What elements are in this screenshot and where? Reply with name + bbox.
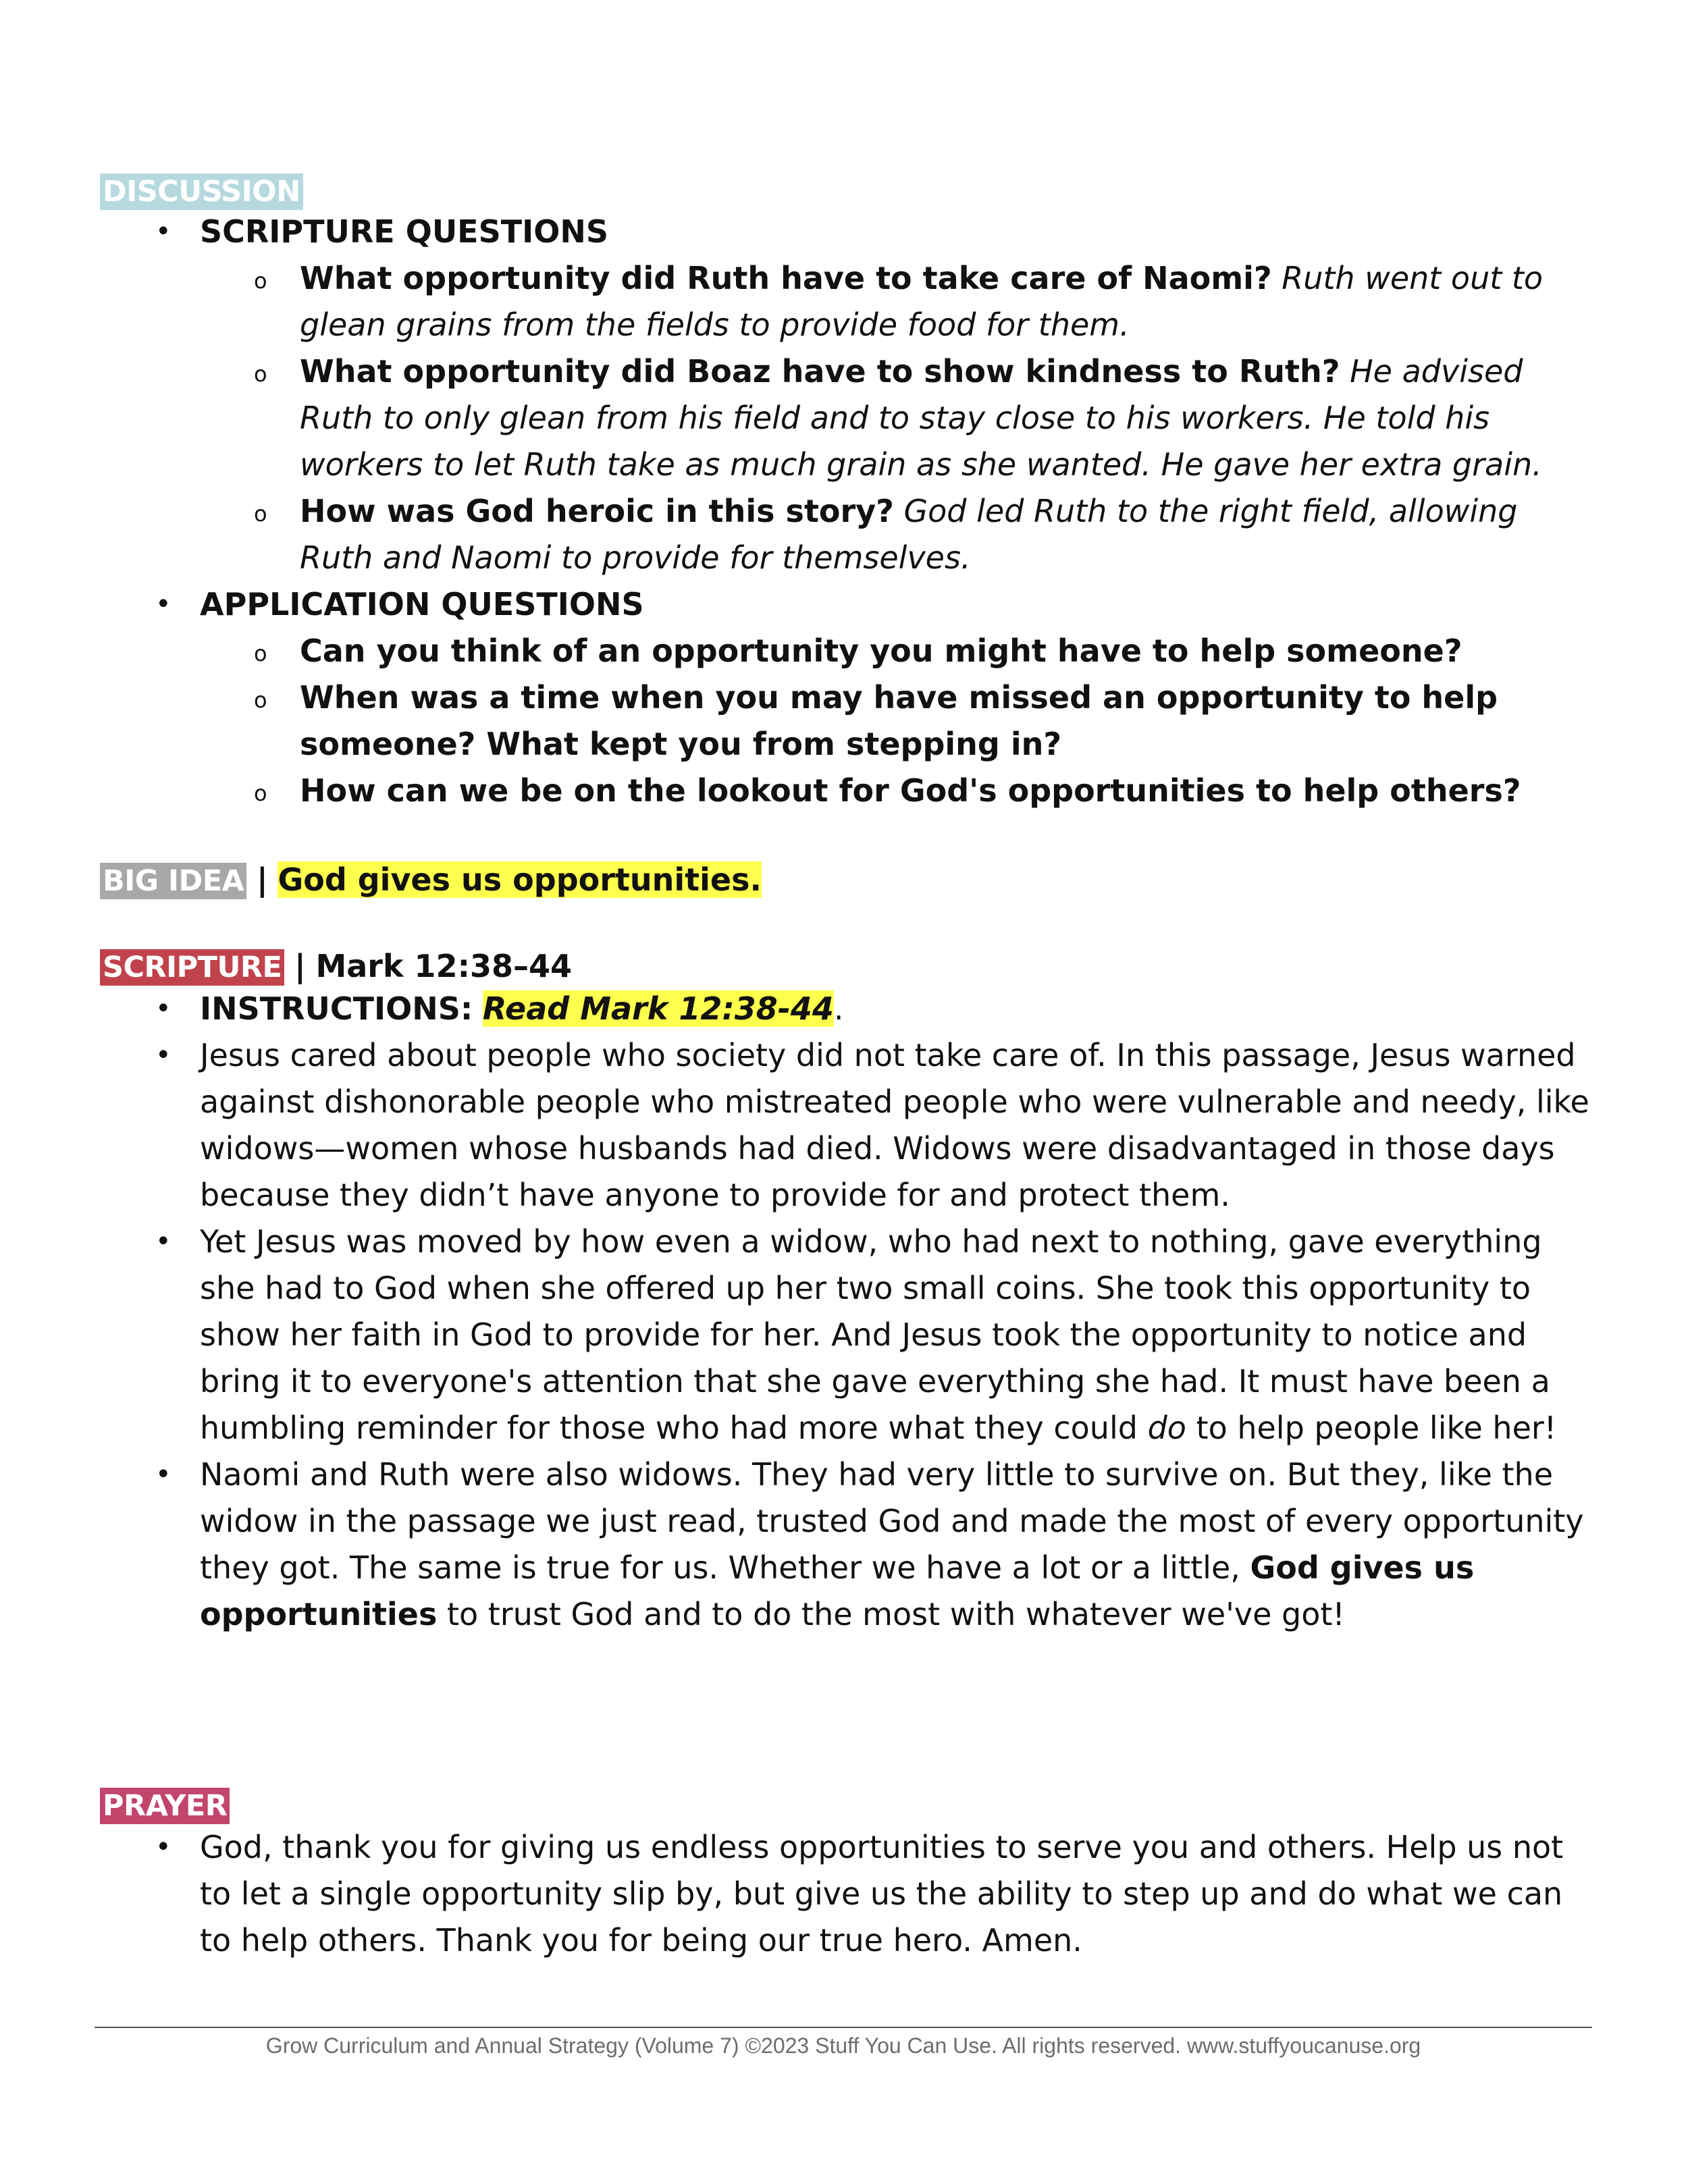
paragraph-text: Naomi and Ruth were also widows. They had very little to survive on. But they, like the widow in the passage we just read, trusted God and made the most of every opportunity they got. The same is true for us. Whether we have a lot or a little, xyxy=(200,1456,1584,1586)
paragraph-text: Yet Jesus was moved by how even a widow, who had next to nothing, gave everything she had to God when she offered up her two small coins. She took this opportunity to show her faith in God to provide for her. And Jesus took the opportunity to notice and bring it to everyone's attention that she gave everything she had. It must have been a humbling reminder for those who had more what they could xyxy=(200,1223,1550,1446)
list-item xyxy=(200,768,1599,814)
list-item xyxy=(100,209,1599,581)
instructions-end: . xyxy=(833,990,844,1027)
circle-bullet-icon: o xyxy=(254,361,267,387)
list-item xyxy=(100,1032,1599,1219)
discussion-tag: DISCUSSION xyxy=(100,174,303,210)
prayer-list xyxy=(100,1824,1599,1964)
scripture-questions-heading: SCRIPTURE QUESTIONS xyxy=(200,213,608,250)
question-text: What opportunity did Boaz have to show kindness to Ruth? xyxy=(300,353,1340,390)
footer-divider xyxy=(95,2027,1592,2028)
discussion-heading-line xyxy=(100,172,1599,210)
list-item xyxy=(200,348,1599,488)
scripture-tag: SCRIPTURE xyxy=(100,949,284,986)
question-text: How can we be on the lookout for God's opportunities to help others? xyxy=(300,772,1521,809)
separator: | xyxy=(294,948,306,984)
bullet-icon: • xyxy=(155,1040,172,1071)
circle-bullet-icon: o xyxy=(254,780,267,806)
list-item xyxy=(200,255,1599,348)
scripture-questions-list xyxy=(200,255,1599,581)
prayer-text: God, thank you for giving us endless opportunities to serve you and others. Help us not to let a single opportunity slip by, but give us the ability to step up and do what we can to help others. Thank you for being our true hero. Amen. xyxy=(200,1829,1564,1959)
question-text: When was a time when you may have missed an opportunity to help someone? What kept you from stepping in? xyxy=(300,679,1498,762)
scripture-reference: Mark 12:38–44 xyxy=(315,948,572,984)
question-text: What opportunity did Ruth have to take care of Naomi? xyxy=(300,260,1272,296)
prayer-section xyxy=(100,1786,1599,1964)
list-item xyxy=(100,581,1599,814)
emphasis-text: do xyxy=(1147,1410,1186,1446)
list-item xyxy=(200,674,1599,768)
question-text: How was God heroic in this story? xyxy=(300,493,894,529)
discussion-list xyxy=(100,209,1599,814)
instructions-text: Read Mark 12:38-44 xyxy=(482,990,834,1027)
footer-text: Grow Curriculum and Annual Strategy (Volume 7) ©2023 Stuff You Can Use. All rights reserved. www.stuffyoucanuse.org xyxy=(265,2033,1421,2058)
prayer-heading-line xyxy=(100,1786,1599,1824)
bullet-icon: • xyxy=(155,216,172,247)
circle-bullet-icon: o xyxy=(254,687,267,713)
bullet-icon: • xyxy=(155,1832,172,1863)
list-item xyxy=(100,1219,1599,1451)
bullet-icon: • xyxy=(155,589,172,620)
bold-text: God gives us opportunities xyxy=(200,1549,1475,1632)
answer-text: He advised Ruth to only glean from his field and to stay close to his workers. He told his workers to let Ruth take as much grain as she wanted. He gave her extra grain. xyxy=(300,353,1542,483)
list-item xyxy=(100,1824,1599,1964)
circle-bullet-icon: o xyxy=(254,268,267,294)
bullet-icon: • xyxy=(155,1459,172,1490)
scripture-heading-line xyxy=(100,948,1599,986)
circle-bullet-icon: o xyxy=(254,501,267,527)
paragraph-text: Jesus cared about people who society did not take care of. In this passage, Jesus warned against dishonorable people who mistreated people who were vulnerable and needy, like widows—women whose husbands had died. Widows were disadvantaged in those days because they didn’t have anyone to provide for and protect them. xyxy=(200,1037,1589,1213)
bullet-icon: • xyxy=(155,1226,172,1257)
scripture-section xyxy=(100,948,1599,1638)
list-item xyxy=(100,986,1599,1032)
discussion-section xyxy=(100,172,1599,814)
big-idea-section xyxy=(100,861,1599,899)
instructions-label: INSTRUCTIONS: xyxy=(200,990,473,1027)
list-item xyxy=(200,488,1599,581)
big-idea-text: God gives us opportunities. xyxy=(278,861,762,898)
paragraph-text: to trust God and to do the most with whatever we've got! xyxy=(437,1596,1345,1632)
prayer-tag: PRAYER xyxy=(100,1788,230,1824)
list-item xyxy=(100,1451,1599,1638)
bullet-icon: • xyxy=(155,993,172,1024)
scripture-list xyxy=(100,986,1599,1638)
application-questions-heading: APPLICATION QUESTIONS xyxy=(200,586,644,622)
application-questions-list xyxy=(200,628,1599,814)
list-item xyxy=(200,628,1599,674)
question-text: Can you think of an opportunity you might have to help someone? xyxy=(300,633,1462,669)
big-idea-tag: BIG IDEA xyxy=(100,863,246,899)
separator: | xyxy=(257,861,268,898)
answer-text: God led Ruth to the right field, allowing Ruth and Naomi to provide for themselves. xyxy=(300,493,1518,576)
answer-text: Ruth went out to glean grains from the fields to provide food for them. xyxy=(300,260,1544,343)
circle-bullet-icon: o xyxy=(254,641,267,666)
paragraph-text: to help people like her! xyxy=(1186,1410,1557,1446)
